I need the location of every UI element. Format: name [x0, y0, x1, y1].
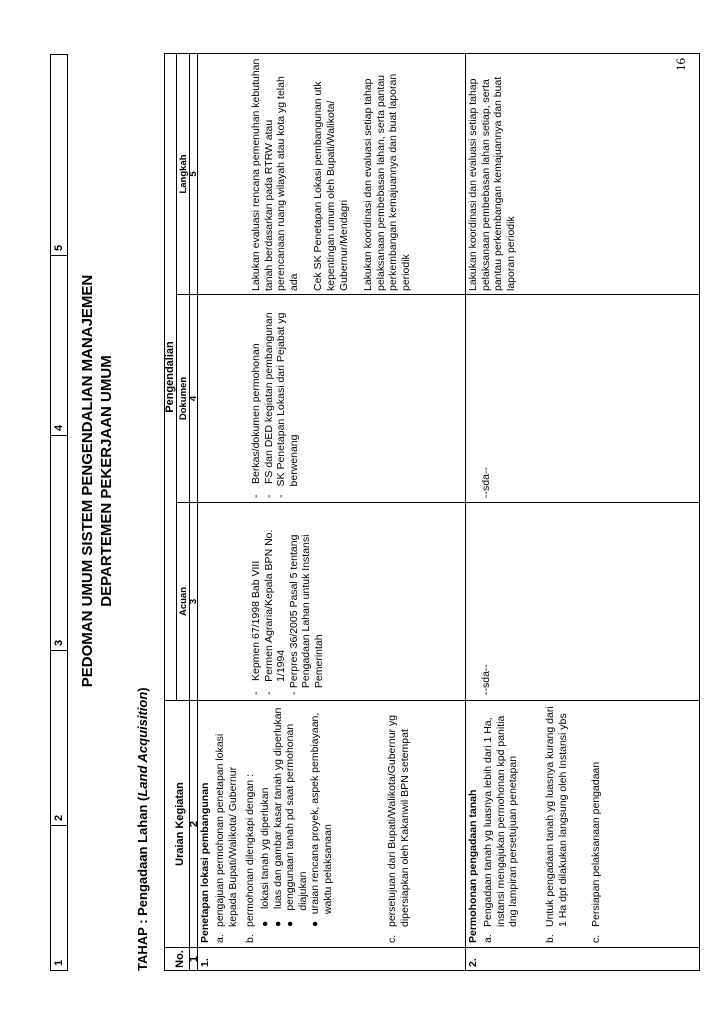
- dokumen-text: SK Penetapan Lokasi dari Pejabat yg berwenang: [275, 312, 300, 487]
- border-bottom: [699, 53, 700, 971]
- tahap-suffix: ): [135, 687, 150, 692]
- top-col-1: 1: [51, 826, 68, 971]
- top-col-2: 2: [51, 651, 68, 826]
- langkah-item: Cek SK Penetapan Lokasi pembangunan utk kepentingan umum oleh Bupati/Walikota/ Gubernur/Mendagri: [312, 81, 350, 291]
- top-col-5: 5: [51, 55, 68, 256]
- col-line-acuan: [176, 502, 700, 503]
- header-langkah: Langkah: [178, 154, 189, 194]
- langkah-item: Lakukan evaluasi rencana pemenuhan kebutuhan tanah berdasarkan pada RTRW atau perencanaan ruang wilayah atau kota yg telah ada: [250, 58, 300, 291]
- header-no: No.: [174, 950, 186, 968]
- acuan-text: Permen Agraria/Kepala BPN No. 1/1994: [262, 529, 288, 682]
- page-number: 16: [673, 58, 688, 71]
- row1-bullets: [259, 703, 335, 927]
- top-col-4: 4: [51, 256, 68, 436]
- header-num-1: 1: [188, 955, 200, 963]
- bullet-icon: ●: [309, 920, 322, 927]
- acuan-item: - Perpres 36/2005 Pasal 5 tentang Pengadaan Lahan untuk Instansi Pemerintah: [288, 507, 326, 695]
- bullet-item: [309, 703, 334, 927]
- row2-c-label: c.: [590, 934, 602, 943]
- bullet-item: [284, 703, 309, 927]
- pengendalian-underline: [176, 53, 177, 701]
- bullet-text: lokasi tanah yg diperlukan: [259, 787, 271, 909]
- top-number-row: [50, 54, 68, 971]
- row1-acuan: [250, 507, 326, 695]
- bullet-text: penggunaan tanah pd saat permohonan diajukan: [284, 723, 309, 911]
- document-title: [78, 131, 116, 831]
- row2-dokumen: --sda--: [480, 467, 492, 498]
- bullet-icon: ●: [284, 920, 297, 927]
- acuan-item: - Permen Agraria/Kepala BPN No. 1/1994: [263, 507, 288, 695]
- col-line-dokumen: [176, 294, 700, 295]
- header-dokumen: Dokumen: [178, 376, 189, 421]
- header-num-3: 3: [188, 598, 199, 605]
- row1-heading: Penetapan lokasi pembangunan: [199, 782, 211, 943]
- row1-b-text: permohonan dilengkapi dengan :: [244, 774, 256, 927]
- header-num-5: 5: [188, 171, 199, 177]
- row2-c-text: Persiapan pelaksanaan pengadaan: [590, 761, 602, 927]
- tahap-italic: Land Acquisition: [135, 691, 150, 797]
- title-line-1: PEDOMAN UMUM SISTEM PENGENDALIAN MANAJEMEN: [79, 274, 96, 688]
- bullet-icon: ●: [271, 920, 284, 927]
- row1-langkah: [250, 57, 413, 291]
- row2-acuan: --sda--: [480, 664, 492, 695]
- row1-b-label: b.: [244, 934, 256, 943]
- bullet-item: [259, 703, 272, 927]
- row-separator: [465, 53, 466, 971]
- dokumen-text: FS dan DED kegiatan pembangunan: [262, 312, 275, 484]
- bullet-text: luas dan gambar kasar tanah yg diperlukan: [271, 707, 284, 909]
- dokumen-text: Berkas/dokumen permohonan: [250, 343, 262, 484]
- dokumen-item: - SK Penetapan Lokasi dari Pejabat yg berwenang: [275, 298, 300, 498]
- row1-dokumen: [250, 298, 300, 498]
- row1-no: 1.: [199, 958, 211, 967]
- col-line-uraian: [164, 700, 700, 701]
- border-right: [164, 53, 700, 54]
- row1-a-text: pengajuan permohonan penetapan lokasi kepada Bupati/Walikota/ Gubernur: [214, 733, 239, 927]
- row2-b-label: b.: [544, 934, 556, 943]
- title-line-2: DEPARTEMEN PEKERJAAN UMUM: [98, 355, 115, 607]
- dokumen-item: - Berkas/dokumen permohonan: [250, 343, 262, 498]
- dokumen-item: - FS dan DED kegiatan pembangunan: [262, 312, 275, 498]
- acuan-text: Perpres 36/2005 Pasal 5 tentang Pengadaan Lahan untuk Instansi Pemerintah: [287, 534, 325, 689]
- acuan-item: - Kepmen 67/1998 Bab VIII: [250, 560, 262, 695]
- row1-a-label: a.: [214, 934, 226, 943]
- row2-no: 2.: [467, 958, 479, 967]
- bullet-text: uraian rencana proyek, aspek pembiayaan, waktu pelaksanaan: [309, 712, 334, 915]
- header-pengendalian: Pengendalian: [164, 341, 176, 413]
- header-uraian: Uraian Kegiatan: [174, 782, 186, 866]
- bullet-icon: ●: [259, 920, 271, 927]
- header-acuan: Acuan: [178, 586, 189, 617]
- acuan-text: Kepmen 67/1998 Bab VIII: [250, 560, 262, 681]
- col-line-no: [164, 947, 700, 948]
- row1-c-label: c.: [386, 934, 398, 943]
- row2-heading: Permohonan pengadaan tanah: [467, 789, 479, 943]
- row2-langkah: Lakukan koordinasi dan evaluasi setiap tahap pelaksanaan pembebasan lahan setiap, serta pantau perkembangan kemajuannya dan buat laporan periodik: [467, 76, 517, 291]
- row1-c-text: persetujuan dari Bupati/Walikota/Gubernur yg dipersiapkan oleh Kakanwil BPN setempat: [386, 714, 411, 927]
- header-num-4: 4: [188, 395, 199, 402]
- bullet-item: [272, 703, 285, 927]
- border-left: [164, 970, 700, 971]
- row2-b-text: Untuk pengadaan tanah yg luasnya kurang dari 1 Ha dpt dilakukan langsung oleh Instansi ybs: [544, 706, 569, 927]
- header-num-2: 2: [188, 820, 200, 828]
- tahap-prefix: TAHAP : Pengadaan Lahan (: [135, 796, 150, 971]
- row2-a-text: Pengadaan tanah yg luasnya lebih dari 1 Ha, instansi mengajukan permohonan kpd panitia dng lampiran persetujuan penetapan: [482, 715, 520, 927]
- top-col-3: 3: [51, 436, 68, 651]
- row2-a-label: a.: [482, 934, 494, 943]
- tahap-label: [135, 687, 150, 971]
- langkah-item: Lakukan koordinasi dan evaluasi setiap tahap pelaksanaan pembebasan lahan, serta pantau perkembangan kemajuannya dan buat laporan periodik: [362, 73, 412, 291]
